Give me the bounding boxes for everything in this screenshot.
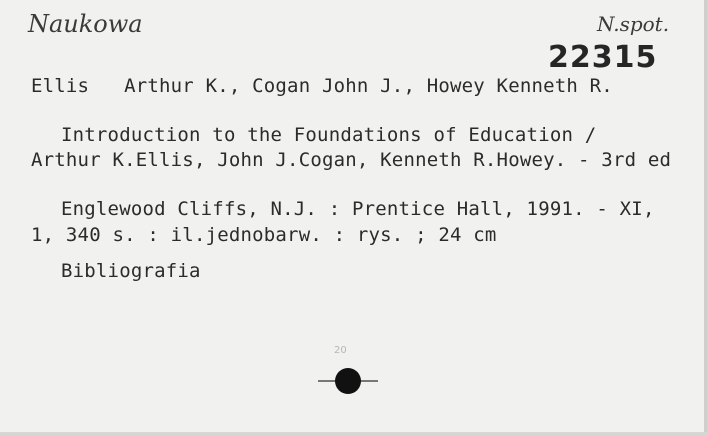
accession-number: 22315 — [548, 40, 658, 75]
title-line-2: Arthur K.Ellis, John J.Cogan, Kenneth R.Howey. - 3rd ed — [31, 149, 672, 171]
author-line: Ellis Arthur K., Cogan John J., Howey Kenneth R. — [31, 75, 613, 97]
imprint-line-1: Englewood Cliffs, N.J. : Prentice Hall, 1991. - XI, — [61, 198, 655, 220]
faint-mark: 20 — [334, 345, 347, 356]
title-line-1: Introduction to the Foundations of Education / — [61, 124, 597, 146]
card-punch-hole — [335, 368, 361, 394]
bibliography-note: Bibliografia — [61, 260, 201, 282]
handwritten-note-top-left: Naukowa — [28, 10, 143, 38]
handwritten-note-top-right: N.spot. — [597, 12, 670, 36]
imprint-line-2: 1, 340 s. : il.jednobarw. : rys. ; 24 cm — [31, 224, 497, 246]
